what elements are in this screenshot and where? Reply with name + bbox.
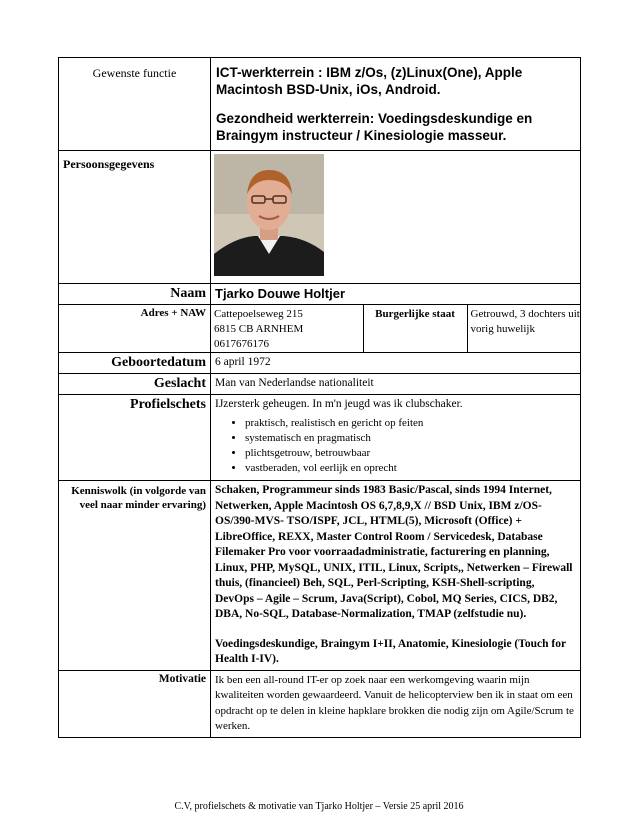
label-gewenste-functie: Gewenste functie — [59, 58, 211, 151]
row-gewenste-functie — [59, 58, 581, 151]
profiel-bullets — [215, 416, 576, 476]
list-item: • vastberaden, vol eerlijk en oprecht — [245, 461, 576, 476]
label-persoonsgegevens: Persoonsgegevens — [59, 151, 211, 284]
label-kenniswolk: Kenniswolk (in volgorde van veel naar minder ervaring) — [59, 481, 211, 671]
row-persoonsgegevens — [59, 151, 581, 284]
list-item: • praktisch, realistisch en gericht op feiten — [245, 416, 576, 431]
value-burgerlijke-staat: Getrouwd, 3 dochters uit vorig huwelijk — [470, 308, 580, 335]
row-profielschets — [59, 395, 581, 481]
cv-table — [58, 57, 581, 738]
row-kenniswolk — [59, 481, 581, 671]
row-motivatie — [59, 670, 581, 737]
value-gewenste-functie — [211, 58, 581, 151]
kennis-gezondheid: Voedingsdeskundige, Braingym I+II, Anatomie, Kinesiologie (Touch for Health I-IV). — [215, 637, 566, 665]
label-geboortedatum: Geboortedatum — [59, 353, 211, 374]
label-profielschets: Profielschets — [59, 395, 211, 481]
profile-photo — [214, 154, 324, 276]
adres-telefoon: 0617676176 — [214, 338, 269, 350]
label-burgerlijke-staat: Burgerlijke staat — [363, 305, 467, 352]
photo-cell — [211, 151, 581, 284]
list-item: • plichtsgetrouw, betrouwbaar — [245, 446, 576, 461]
label-adres: Adres + NAW — [59, 305, 211, 353]
adres-inner-table — [211, 305, 580, 352]
page-footer: C.V, profielschets & motivatie van Tjarko Holtjer – Versie 25 april 2016 — [174, 801, 464, 812]
label-naam: Naam — [59, 284, 211, 305]
value-adres-cell — [211, 305, 581, 353]
value-profielschets — [211, 395, 581, 481]
label-motivatie: Motivatie — [59, 670, 211, 737]
portrait-icon — [214, 154, 324, 276]
kennis-it: Schaken, Programmeur sinds 1983 Basic/Pascal, sinds 1994 Internet, Netwerken, Apple Macintosh OS 6,7,8,9,X // BSD Unix, IBM z/OS-OS/390-MVS- TSO/ISPF, JCL, HTML(5), Microsoft (Office) + LibreOffice, REXX, Master Control Room / Servicedesk, Database Filemaker Pro voor voorraadadministratie, facturering en planning, Linux, PHP, MySQL, UNIX, ITIL, Linux, Scripts,, Netwerken – Firewall thuis, (financieel) Beh, SQL, Perl-Scripting, KSH-Shell-scripting, DevOps – Agile – Scrum, Java(Script), Cobol, MQ Series, CICS, DB2, DBA, No-SQL, Database-Normalization, TMAP (zelfstudie nu). — [215, 484, 573, 620]
value-motivatie: Ik ben een all-round IT-er op zoek naar een werkomgeving waarin mijn kwaliteiten worden gewaardeerd. Vanuit de helicopterview ben ik in staat om een opdracht op te delen in kleine hapklare brokken die nodig zijn om Agile/Scrum te werken. — [211, 670, 581, 737]
adres-postcode: 6815 CB ARNHEM — [214, 323, 304, 335]
value-geboortedatum: 6 april 1972 — [211, 353, 581, 374]
ict-werkterrein: ICT-werkterrein : IBM z/Os, (z)Linux(One), Apple Macintosh BSD-Unix, iOs, Android. — [216, 65, 523, 97]
label-geslacht: Geslacht — [59, 374, 211, 395]
row-naam — [59, 284, 581, 305]
row-geslacht — [59, 374, 581, 395]
row-geboortedatum — [59, 353, 581, 374]
list-item: • systematisch en pragmatisch — [245, 431, 576, 446]
gezondheid-werkterrein: Gezondheid werkterrein: Voedingsdeskundige en Braingym instructeur / Kinesiologie masseur. — [216, 111, 533, 143]
value-geslacht: Man van Nederlandse nationaliteit — [211, 374, 581, 395]
value-kenniswolk — [211, 481, 581, 671]
adres-straat: Cattepoelseweg 215 — [214, 308, 303, 320]
profiel-intro: IJzersterk geheugen. In m'n jeugd was ik clubschaker. — [215, 398, 463, 410]
row-adres — [59, 305, 581, 353]
adres-block — [211, 305, 363, 352]
value-naam: Tjarko Douwe Holtjer — [211, 284, 581, 305]
